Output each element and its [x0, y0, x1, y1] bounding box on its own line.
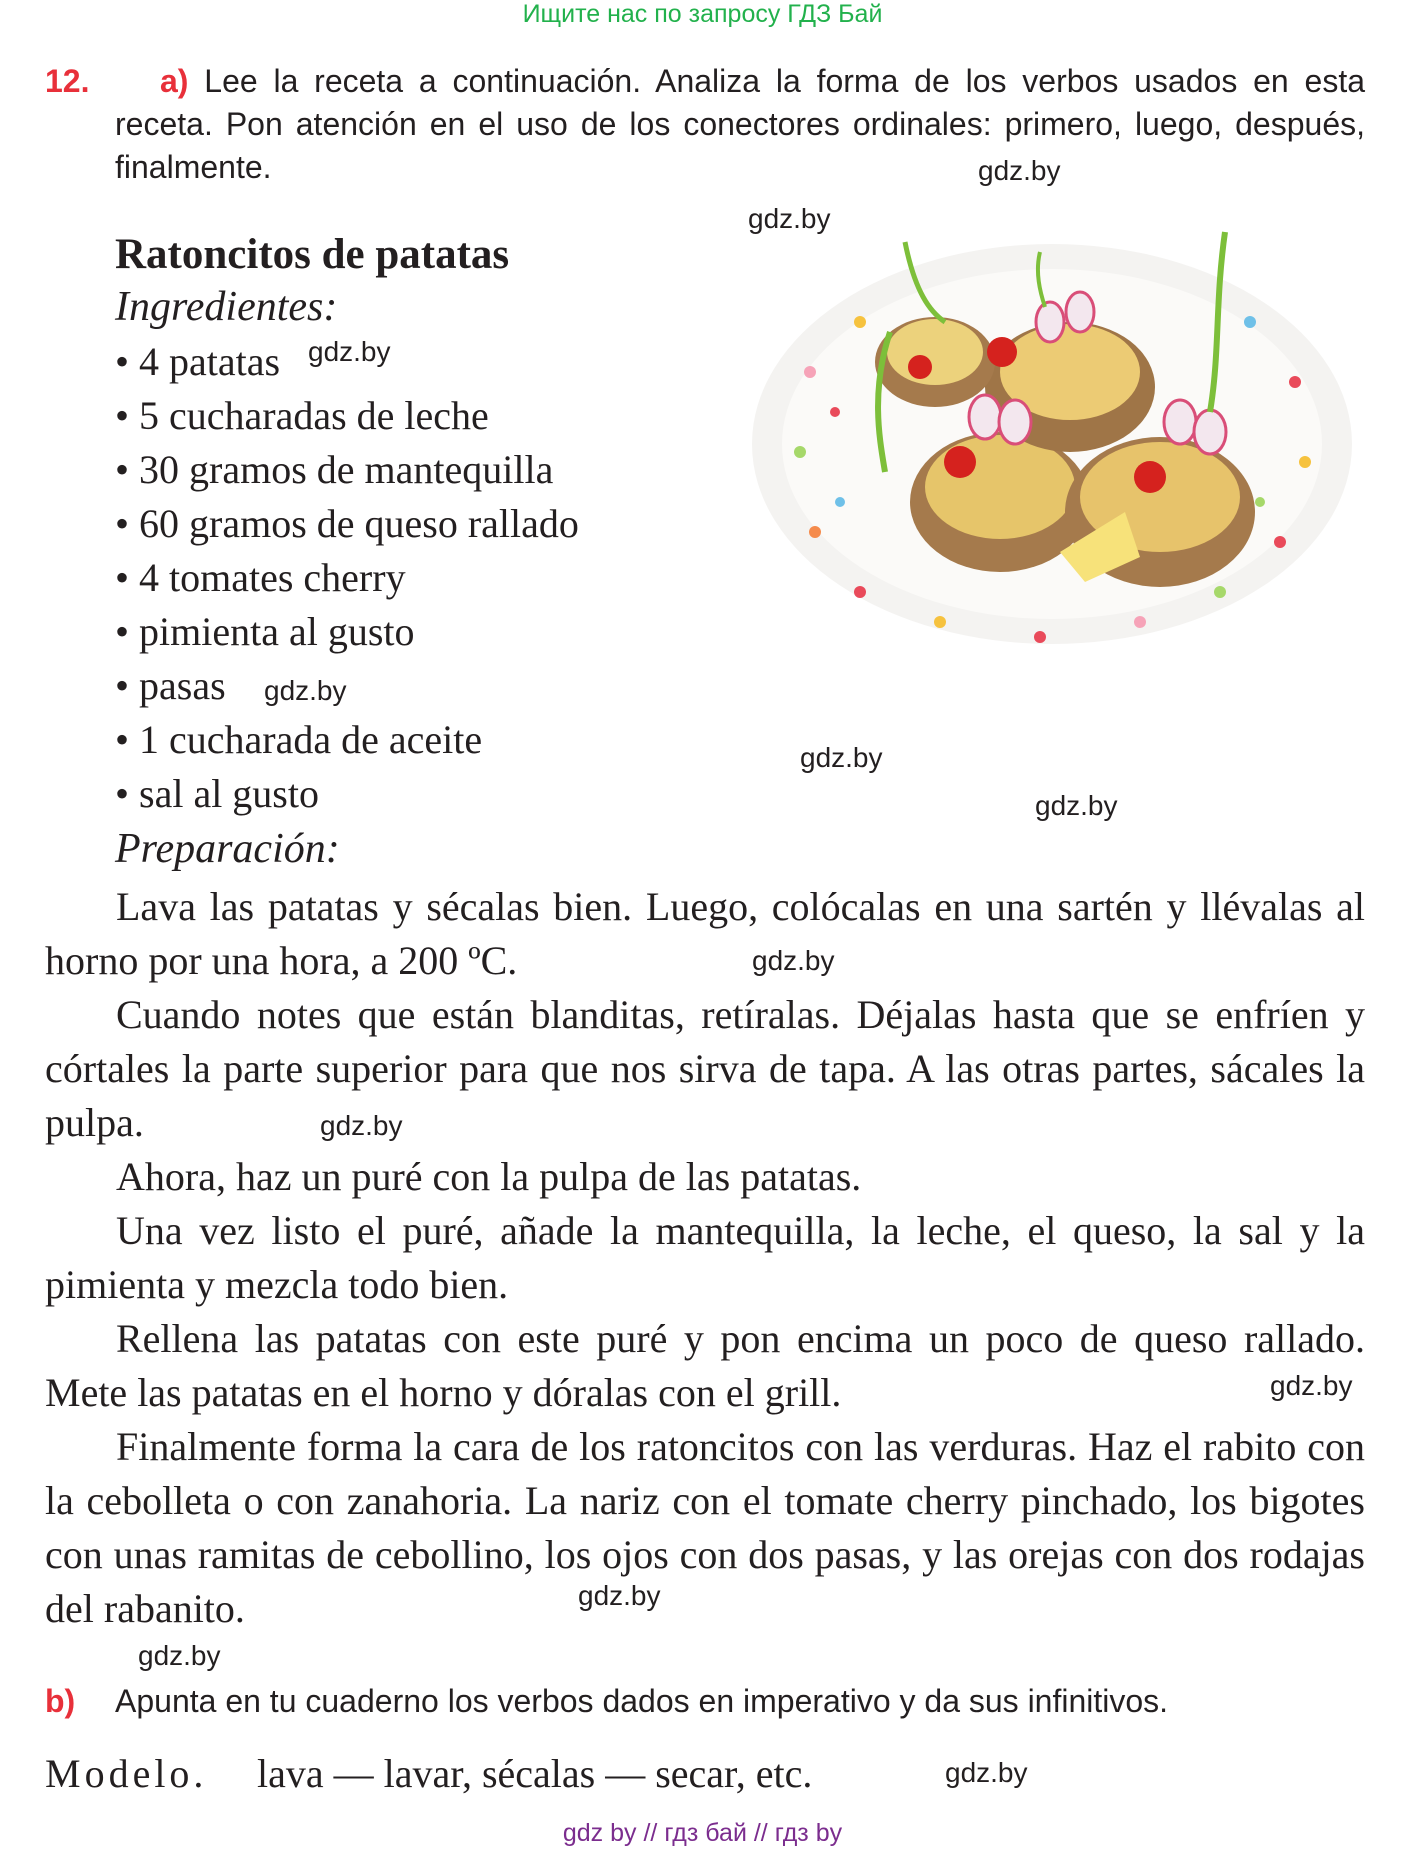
task-a-text: Lee la receta a continuación. Analiza la forma de los verbos usados en esta receta. Pon atención en el uso de los conectores ordinales: primero, luego, después, finalmente.: [115, 63, 1366, 185]
task-a-letter: a): [160, 63, 189, 99]
ingredient-item: • 5 cucharadas de leche: [115, 393, 489, 438]
ingredients-heading: Ingredientes:: [115, 284, 338, 330]
watermark: gdz.by: [320, 1110, 403, 1141]
ingredient-list: [115, 335, 579, 821]
exercise-number: 12.: [45, 63, 90, 99]
step-6: Finalmente forma la cara de los ratoncitos con las verduras. Haz el rabito con la cebolleta o con zanahoria. La nariz con el tomate cherry pinchado, los bigotes con unas ramitas de cebollino, los ojos con dos pasas, y las orejas con dos rodajas del rabanito.: [45, 1424, 1365, 1631]
watermark: gdz.by: [264, 675, 347, 706]
step-4: Una vez listo el puré, añade la mantequilla, la leche, el queso, la sal y la pimienta y mezcla todo bien.: [45, 1208, 1365, 1307]
task-b-text: Apunta en tu cuaderno los verbos dados en imperativo y da sus infinitivos.: [115, 1683, 1169, 1719]
step-3: Ahora, haz un puré con la pulpa de las patatas.: [116, 1154, 862, 1199]
watermark: gdz.by: [748, 203, 831, 234]
top-banner[interactable]: Ищите нас по запросу ГДЗ Бай: [522, 0, 883, 28]
ingredient-item: • 60 gramos de queso rallado: [115, 501, 579, 546]
ingredient-item: • 4 tomates cherry: [115, 555, 406, 600]
watermark: gdz.by: [800, 742, 883, 773]
modelo-example: lava — lavar, sécalas — secar, etc.: [257, 1751, 813, 1796]
ingredient-item: • pimienta al gusto: [115, 609, 415, 654]
watermark: gdz.by: [138, 1640, 221, 1671]
ingredient-item: • 1 cucharada de aceite: [115, 717, 483, 762]
task-a-instructions: [115, 60, 1365, 189]
ingredient-item: • 30 gramos de mantequilla: [115, 447, 554, 492]
watermark: gdz.by: [945, 1757, 1028, 1788]
recipe-title: Ratoncitos de patatas: [115, 231, 510, 278]
step-5: Rellena las patatas con este puré y pon encima un poco de queso rallado. Mete las patatas en el horno y dóralas con el grill.: [45, 1316, 1365, 1415]
watermark: gdz.by: [752, 945, 835, 976]
bottom-banner[interactable]: gdz by // гдз бай // гдз by: [562, 1819, 843, 1847]
task-b-letter: b): [45, 1683, 76, 1719]
preparation-heading: Preparación:: [115, 826, 340, 872]
recipe-photo: [740, 212, 1365, 652]
ingredient-item: • pasas: [115, 663, 226, 708]
watermark: gdz.by: [578, 1580, 661, 1611]
step-2: Cuando notes que están blanditas, retíralas. Déjalas hasta que se enfríen y córtales la parte superior para que nos sirva de tapa. A las otras partes, sácales la pulpa.: [45, 992, 1365, 1145]
watermark: gdz.by: [308, 336, 391, 367]
ingredient-item: • 4 patatas: [115, 339, 281, 384]
watermark: gdz.by: [978, 155, 1061, 186]
step-1: Lava las patatas y sécalas bien. Luego, colócalas en una sartén y llévalas al horno por una hora, a 200 ºC.: [45, 884, 1365, 983]
modelo-label: Modelo.: [45, 1751, 208, 1796]
watermark: gdz.by: [1270, 1370, 1353, 1401]
ingredient-item: • sal al gusto: [115, 771, 319, 816]
watermark: gdz.by: [1035, 790, 1118, 821]
